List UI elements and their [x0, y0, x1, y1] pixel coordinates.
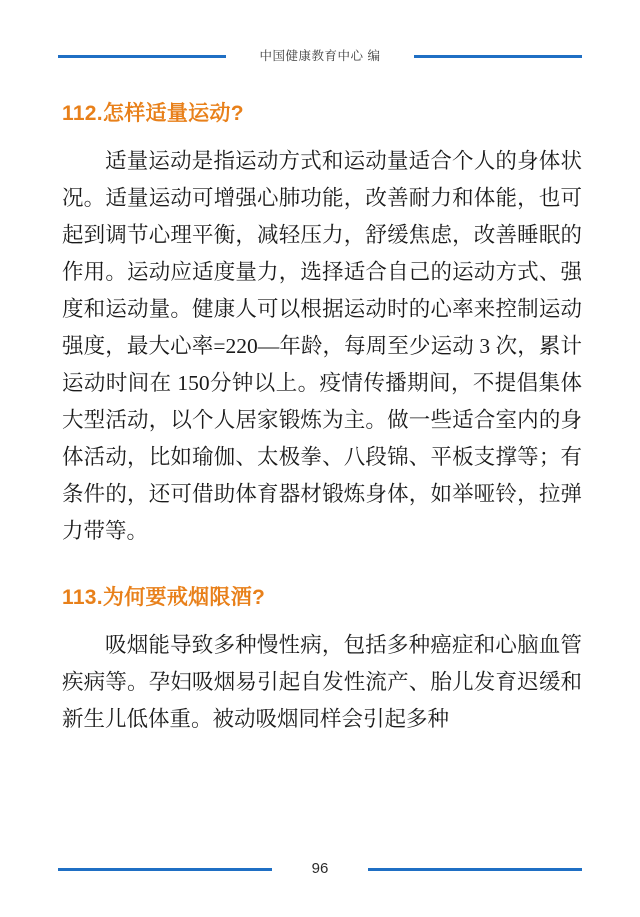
footer-rule-right: [368, 868, 582, 871]
header-title: 中国健康教育中心 编: [250, 46, 391, 64]
section-body-112: 适量运动是指运动方式和运动量适合个人的身体状况。适量运动可增强心肺功能，改善耐力和体能，也可起到调节心理平衡，减轻压力，舒缓焦虑，改善睡眠的作用。运动应适度量力，选择适合自己的运动方式、强度和运动量。健康人可以根据运动时的心率来控制运动强度，最大心率=220—年龄，每周至少运动 3 次，累计运动时间在 150分钟以上。疫情传播期间，不提倡集体大型活动，以个人居家锻炼为主。做一些适合室内的身体活动，比如瑜伽、太极拳、八段锦、平板支撑等；有条件的，还可借助体育器材锻炼身体，如举哑铃，拉弹力带等。: [62, 149, 582, 543]
section-heading-112: 112.怎样适量运动?: [62, 102, 244, 125]
header-rule-right: [414, 55, 582, 58]
section-heading-113: 113.为何要戒烟限酒?: [62, 585, 266, 609]
header-rule-left: [58, 55, 226, 58]
page-content: [62, 100, 582, 738]
page-header: [58, 44, 582, 66]
page-footer: [58, 857, 582, 879]
footer-rule-left: [58, 868, 272, 871]
page-number: 96: [298, 860, 343, 877]
section-body-113: 吸烟能导致多种慢性病，包括多种癌症和心脑血管疾病等。孕妇吸烟易引起自发性流产、胎儿发育迟缓和新生儿低体重。被动吸烟同样会引起多种: [62, 633, 582, 732]
